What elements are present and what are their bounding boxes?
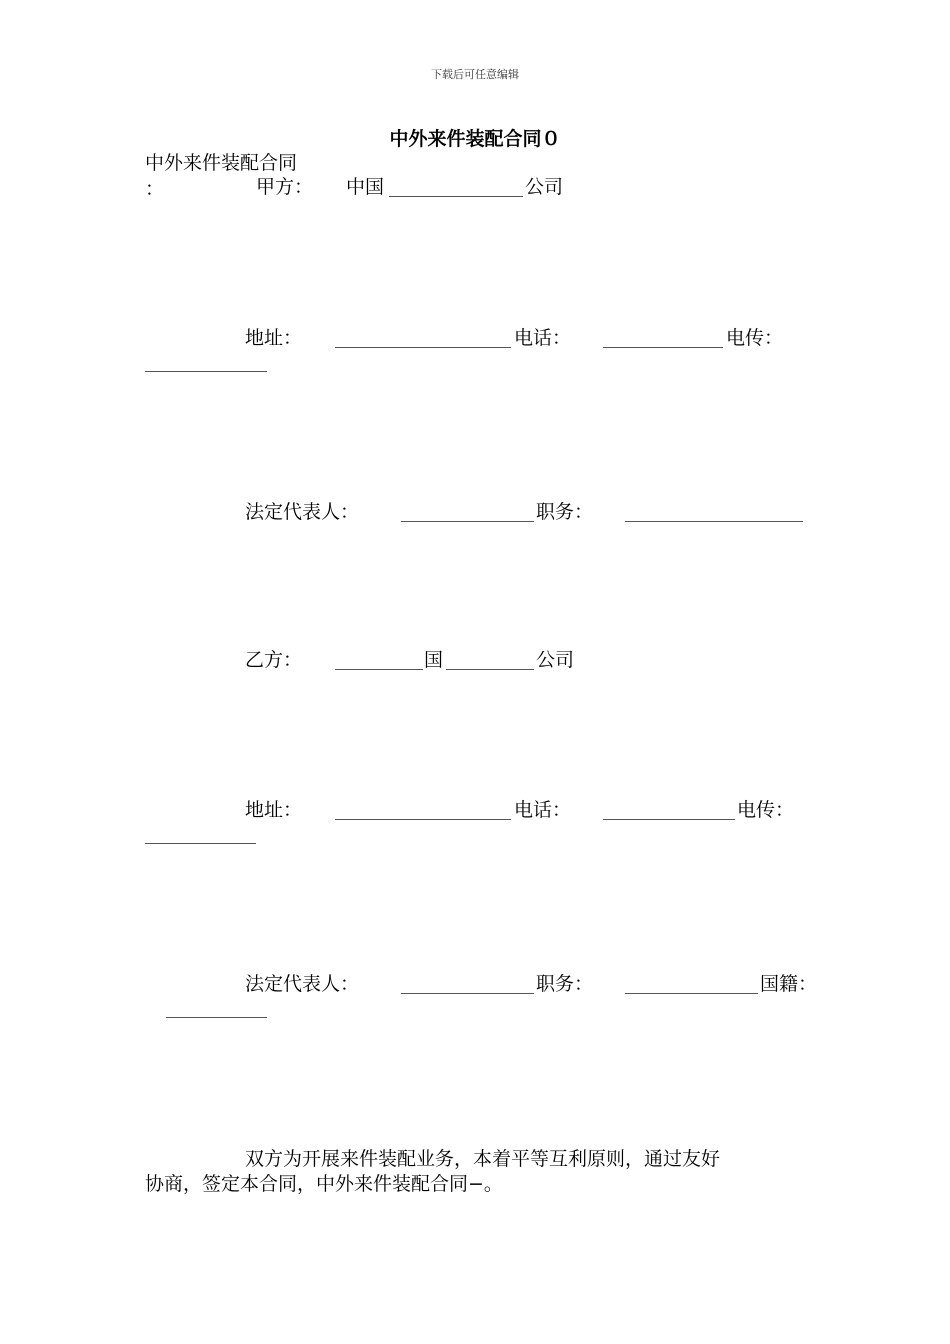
party-b-fax-blank[interactable] (145, 843, 256, 844)
agreement-line-2: 协商，签定本合同，中外来件装配合同−。 (145, 1173, 503, 1195)
agreement-line-1: 双方为开展来件装配业务，本着平等互利原则，通过友好 (245, 1148, 721, 1170)
party-b-address-blank[interactable] (335, 819, 511, 820)
party-a-phone-label: 电话： (514, 327, 572, 349)
party-a-legal-rep-blank[interactable] (401, 521, 534, 522)
party-a-phone-blank[interactable] (603, 347, 723, 348)
header-note: 下载后可任意编辑 (431, 68, 519, 81)
party-a-address-label: 地址： (245, 327, 303, 349)
party-b-legal-rep-label: 法定代表人： (245, 973, 360, 995)
party-a-country: 中国 (346, 176, 385, 198)
party-a-fax-blank[interactable] (145, 371, 267, 372)
party-b-country-blank[interactable] (335, 669, 423, 670)
party-b-company-suffix: 公司 (536, 649, 575, 671)
party-a-legal-rep-label: 法定代表人： (245, 501, 360, 523)
intro-colon: ： (145, 178, 165, 200)
party-a-fax-label: 电传： (726, 327, 784, 349)
intro-text: 中外来件装配合同 (145, 152, 298, 174)
party-b-position-label: 职务： (536, 973, 594, 995)
document-title: 中外来件装配合同０ (389, 128, 561, 150)
party-b-fax-label: 电传： (737, 799, 795, 821)
party-b-phone-blank[interactable] (603, 819, 735, 820)
party-a-company-blank[interactable] (389, 196, 523, 197)
party-b-position-blank[interactable] (625, 993, 758, 994)
party-b-nationality-blank[interactable] (166, 1017, 267, 1018)
party-b-company-blank[interactable] (446, 669, 534, 670)
party-b-phone-label: 电话： (514, 799, 572, 821)
party-b-legal-rep-blank[interactable] (401, 993, 534, 994)
party-a-address-blank[interactable] (335, 347, 511, 348)
party-b-nationality-label: 国籍： (760, 973, 818, 995)
party-b-country-suffix: 国 (424, 649, 444, 671)
party-a-label: 甲方： (256, 176, 314, 198)
party-a-company-suffix: 公司 (525, 176, 564, 198)
party-a-position-label: 职务： (536, 501, 594, 523)
party-b-address-label: 地址： (245, 799, 303, 821)
party-a-position-blank[interactable] (625, 521, 803, 522)
party-b-label: 乙方： (245, 649, 303, 671)
